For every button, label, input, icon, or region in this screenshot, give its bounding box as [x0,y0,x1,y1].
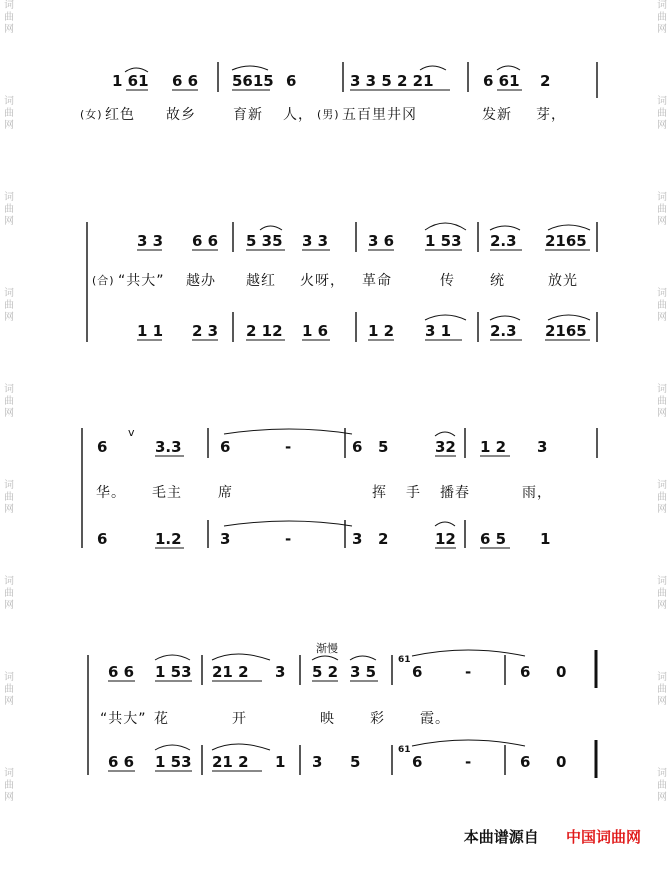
svg-text:61: 61 [398,655,411,665]
lyric-part-female: (女) [80,108,103,121]
svg-text:5: 5 [378,438,389,456]
lyric: 毛主 [152,485,182,501]
svg-text:1 53: 1 53 [425,232,462,250]
lyric: 育新 [233,107,263,123]
lyric: 统 [490,273,505,289]
footer-credit [464,826,641,847]
lyric-part-male: (男) [317,108,340,121]
svg-text:3 3: 3 3 [302,232,329,250]
svg-text:6: 6 [520,753,531,771]
lyric: 芽， [536,107,566,123]
svg-text:3 3: 3 3 [137,232,164,250]
svg-text:6 6: 6 6 [172,72,199,90]
svg-text:0: 0 [556,663,567,681]
lyric: 雨， [522,485,552,501]
svg-text:5 35: 5 35 [246,232,283,250]
svg-text:6 6: 6 6 [108,753,135,771]
svg-text:3: 3 [352,530,363,548]
svg-text:6 5: 6 5 [480,530,507,548]
svg-text:6 6: 6 6 [192,232,219,250]
lyric: 越办 [186,273,216,289]
svg-text:-: - [465,753,472,771]
svg-text:3: 3 [312,753,323,771]
svg-text:-: - [285,530,292,548]
tempo-mark: 渐慢 [316,642,338,655]
lyric: 故乡 [166,107,196,123]
svg-text:3 1: 3 1 [425,322,452,340]
svg-text:1 1: 1 1 [137,322,164,340]
svg-text:3.3: 3.3 [155,438,182,456]
svg-text:1 2: 1 2 [368,322,395,340]
lyric: 发新 [482,107,512,123]
svg-text:6 6: 6 6 [108,663,135,681]
svg-text:2165: 2165 [545,232,587,250]
svg-text:-: - [285,438,292,456]
svg-text:5 2: 5 2 [312,663,339,681]
lyric: 人， [283,107,313,123]
svg-text:6: 6 [97,530,108,548]
svg-text:6: 6 [520,663,531,681]
svg-text:2: 2 [540,72,551,90]
svg-text:3: 3 [220,530,231,548]
svg-text:1 6: 1 6 [302,322,329,340]
svg-text:5615: 5615 [232,72,274,90]
lyric: 彩 [370,711,385,727]
watermark-right: 词曲网 词曲网 词曲网 词曲网 词曲网 词曲网 词曲网 词曲网 词曲网 [657,0,667,803]
svg-text:21 2: 21 2 [212,663,249,681]
svg-text:1 53: 1 53 [155,663,192,681]
lyric: 花 [154,711,169,727]
lyric: 五百里井冈 [342,107,417,123]
svg-text:6: 6 [412,753,423,771]
svg-text:3 3 5 2 21: 3 3 5 2 21 [350,72,434,90]
lyric: 映 [320,711,335,727]
lyric: 席 [218,485,233,501]
lyric: 手 [406,485,421,501]
svg-text:21 2: 21 2 [212,753,249,771]
svg-text:3: 3 [537,438,548,456]
svg-text:0: 0 [556,753,567,771]
svg-text:v: v [128,426,135,439]
svg-text:12: 12 [435,530,456,548]
svg-text:1 2: 1 2 [480,438,507,456]
lyric: “共大” [100,711,147,727]
lyric: 华。 [96,485,126,501]
svg-text:32: 32 [435,438,456,456]
svg-text:6: 6 [412,663,423,681]
svg-text:2 3: 2 3 [192,322,219,340]
svg-text:2.3: 2.3 [490,322,517,340]
svg-text:1 53: 1 53 [155,753,192,771]
watermark-left: 词曲网 词曲网 词曲网 词曲网 词曲网 词曲网 词曲网 词曲网 词曲网 [4,0,14,803]
svg-text:3 5: 3 5 [350,663,377,681]
svg-text:1.2: 1.2 [155,530,182,548]
lyric: 放光 [548,273,578,289]
svg-text:61: 61 [398,745,411,755]
svg-text:6: 6 [286,72,297,90]
lyric: 播春 [440,485,470,501]
svg-text:5: 5 [350,753,361,771]
svg-text:6: 6 [220,438,231,456]
lyric: 开 [232,711,247,727]
svg-text:6: 6 [97,438,108,456]
footer-site-link[interactable]: 中国词曲网 [565,828,641,846]
lyric: 火呀， [300,273,345,289]
lyric: 霞。 [420,711,450,727]
lyric: 革命 [362,273,392,289]
svg-text:1 61: 1 61 [112,72,149,90]
svg-text:6: 6 [352,438,363,456]
svg-text:2: 2 [378,530,389,548]
svg-text:3: 3 [275,663,286,681]
svg-text:1: 1 [540,530,551,548]
svg-text:2.3: 2.3 [490,232,517,250]
lyric: 红色 [105,107,135,123]
lyric: “共大” [118,273,165,289]
lyric: 挥 [372,485,387,501]
lyric-part-chorus: (合) [92,274,115,287]
svg-text:2 12: 2 12 [246,322,283,340]
svg-text:3 6: 3 6 [368,232,395,250]
svg-text:-: - [465,663,472,681]
lyric: 传 [440,273,455,289]
footer-source-label: 本曲谱源自 [463,828,539,846]
lyric: 越红 [246,273,276,289]
svg-text:6 61: 6 61 [483,72,520,90]
svg-text:2165: 2165 [545,322,587,340]
svg-text:1: 1 [275,753,286,771]
